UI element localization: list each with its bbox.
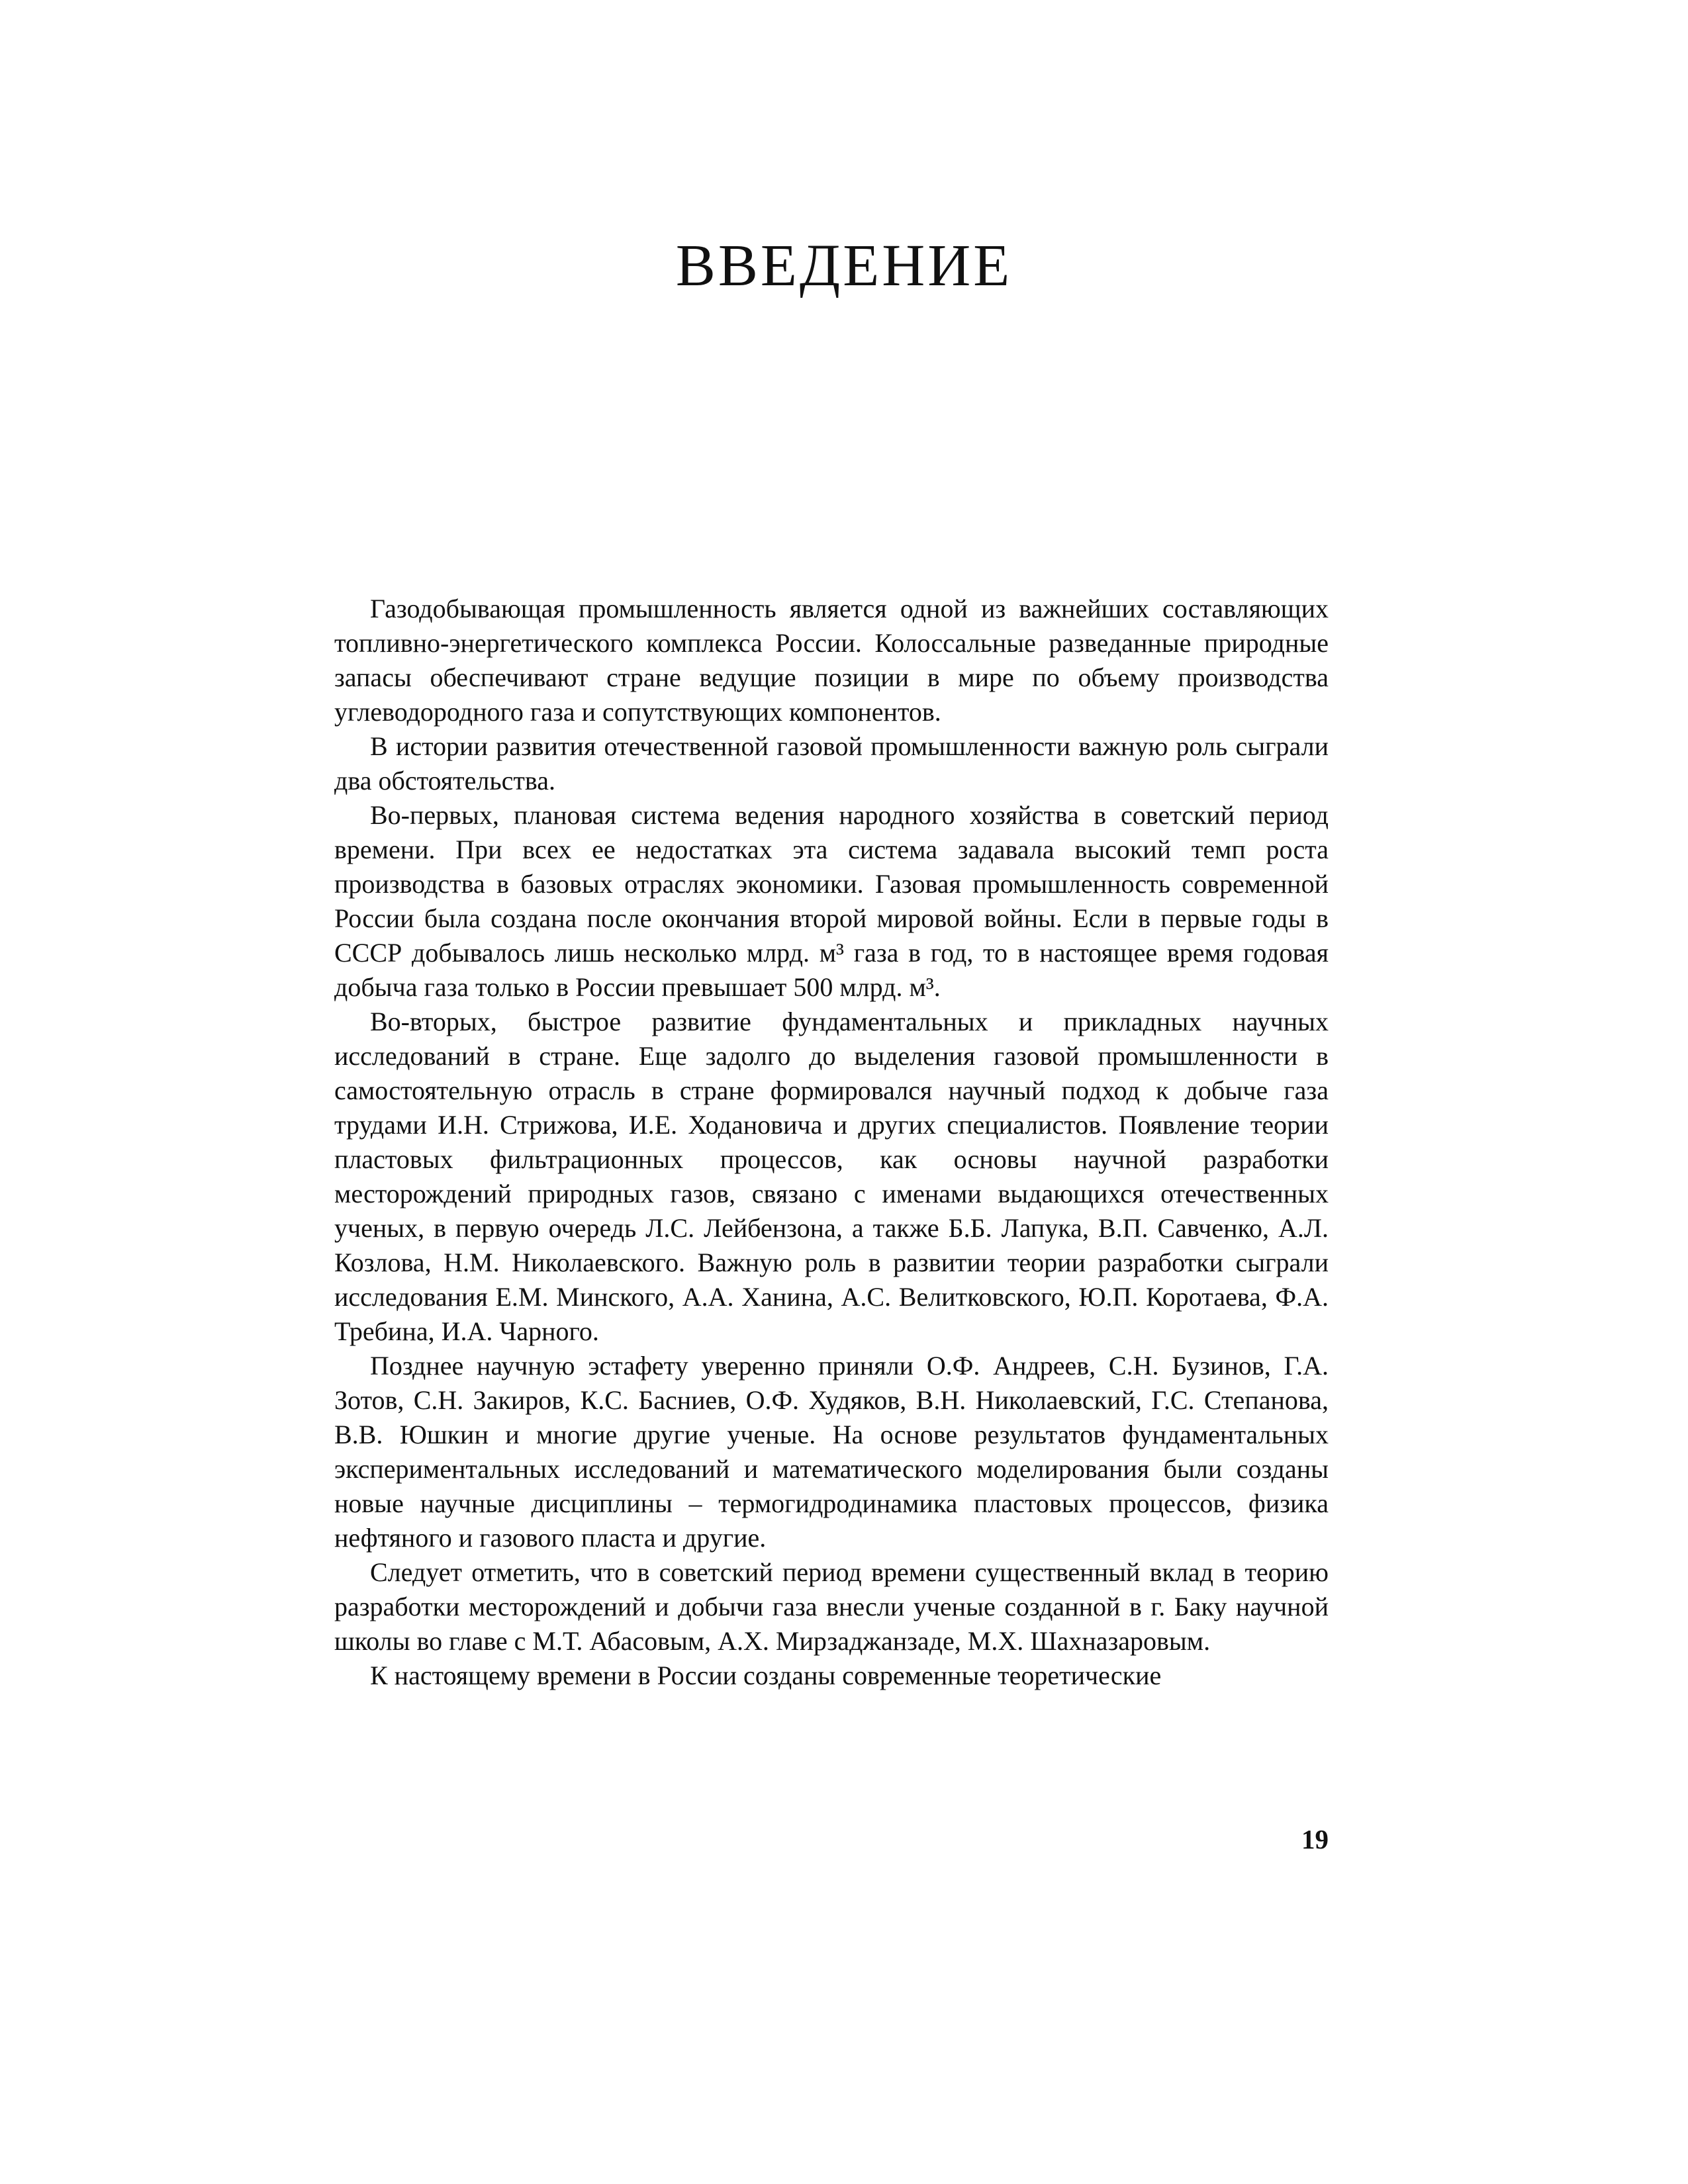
paragraph: Газодобывающая промышленность является одной из важнейших составляющих топливно-энергетического комплекса России. Колоссальные разведанные природные запасы обеспечивают стране ведущие позиции в мире по объему производства углеводородного газа и сопутствующих компонентов. (334, 594, 1329, 727)
page-title: ВВЕДЕНИЕ (675, 233, 1013, 298)
paragraph: Во-первых, плановая система ведения народного хозяйства в советский период времени. При всех ее недостатках эта система задавала высокий темп роста производства в базовых отраслях экономики. Газовая промышленность современной России была создана после окончания второй мировой войны. Если в первые годы в СССР добывалось лишь несколько млрд. м³ газа в год, то в настоящее время годовая добыча газа только в России превышает 500 млрд. м³. (334, 800, 1329, 1002)
paragraph: Следует отметить, что в советский период времени существенный вклад в теорию разработки месторождений и добычи газа внесли ученые созданной в г. Баку научной школы во главе с М.Т. Абасовым, А.Х. Мирзаджанзаде, М.Х. Шахназаровым. (334, 1557, 1329, 1656)
paragraph: В истории развития отечественной газовой промышленности важную роль сыграли два обстоятельства. (334, 731, 1329, 796)
page-number: 19 (1301, 1824, 1329, 1854)
paragraph: Во-вторых, быстрое развитие фундаментальных и прикладных научных исследований в стране. Еще задолго до выделения газовой промышленности в самостоятельную отрасль в стране формировался научный подход к добыче газа трудами И.Н. Стрижова, И.Е. Ходановича и других специалистов. Появление теории пластовых фильтрационных процессов, как основы научной разработки месторождений природных газов, связано с именами выдающихся отечественных ученых, в первую очередь Л.С. Лейбензона, а также Б.Б. Лапука, В.П. Савченко, А.Л. Козлова, Н.М. Николаевского. Важную роль в развитии теории разработки сыграли исследования Е.М. Минского, А.А. Ханина, А.С. Велитковского, Ю.П. Коротаева, Ф.А. Требина, И.А. Чарного. (334, 1007, 1329, 1346)
paragraph: Позднее научную эстафету уверенно приняли О.Ф. Андреев, С.Н. Бузинов, Г.А. Зотов, С.Н. Закиров, К.С. Басниев, О.Ф. Худяков, В.Н. Николаевский, Г.С. Степанова, В.В. Юшкин и многие другие ученые. На основе результатов фундаментальных экспериментальных исследований и математического моделирования были созданы новые научные дисциплины – термогидродинамика пластовых процессов, физика нефтяного и газового пласта и другие. (334, 1351, 1329, 1553)
paragraph: К настоящему времени в России созданы современные теоретические (370, 1661, 1162, 1690)
body-text (334, 592, 1329, 1693)
